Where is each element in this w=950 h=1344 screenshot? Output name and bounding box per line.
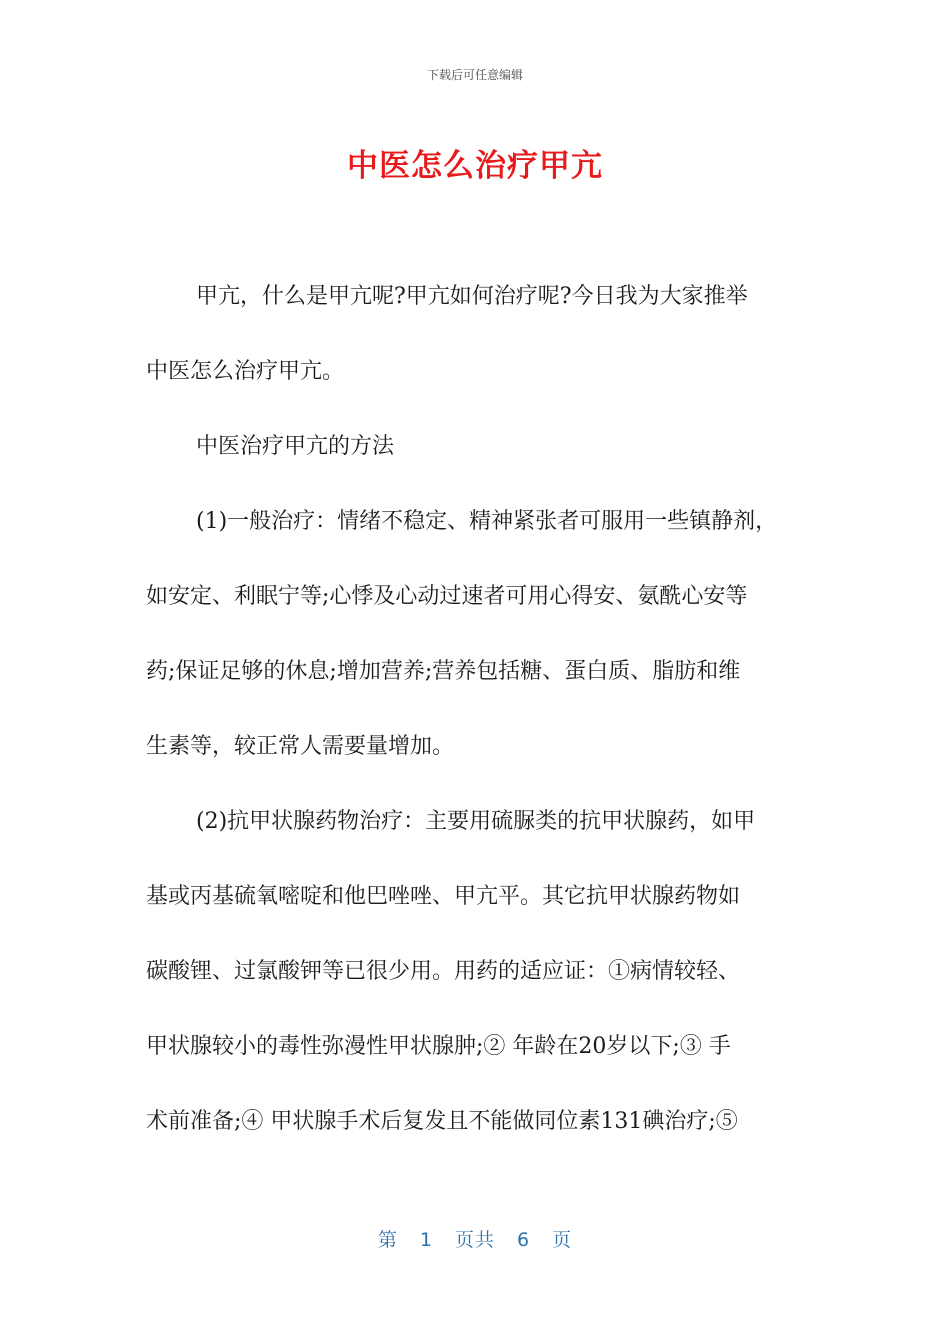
footer-page-prefix: 第 [377,1229,398,1251]
paragraph-line: 如安定、利眠宁等;心悸及心动过速者可用心得安、氨酰心安等 [146,584,748,609]
footer-page-total: 6 [517,1229,531,1251]
paragraph-line: 碳酸锂、过氯酸钾等已很少用。用药的适应证：①病情较轻、 [146,959,741,984]
footer-page-suffix: 页 [552,1229,573,1251]
footer-page-number: 1 [419,1229,433,1251]
paragraph-line: (1)一般治疗：情绪不稳定、精神紧张者可服用一些镇静剂， [196,509,778,534]
document-title: 中医怎么治疗甲亢 [347,148,603,184]
paragraph-line: 药;保证足够的休息;增加营养;营养包括糖、蛋白质、脂肪和维 [146,659,741,684]
paragraph-line: 中医怎么治疗甲亢。 [146,359,345,384]
page-footer [0,1225,950,1252]
paragraph-line: 术前准备;④ 甲状腺手术后复发且不能做同位素131碘治疗;⑤ [146,1109,738,1134]
footer-page-mid: 页共 [454,1229,495,1251]
paragraph-line: 甲状腺较小的毒性弥漫性甲状腺肿;② 年龄在20岁以下;③ 手 [146,1034,731,1059]
paragraph-line: (2)抗甲状腺药物治疗：主要用硫脲类的抗甲状腺药，如甲 [196,809,756,834]
paragraph-line: 基或丙基硫氧嘧啶和他巴唑唑、甲亢平。其它抗甲状腺药物如 [146,884,741,909]
document-body [146,259,806,1159]
paragraph-line: 甲亢，什么是甲亢呢?甲亢如何治疗呢?今日我为大家推举 [196,284,748,309]
section-heading: 中医治疗甲亢的方法 [196,434,395,459]
header-note: 下载后可任意编辑 [426,68,523,82]
paragraph-line: 生素等，较正常人需要量增加。 [146,734,455,759]
